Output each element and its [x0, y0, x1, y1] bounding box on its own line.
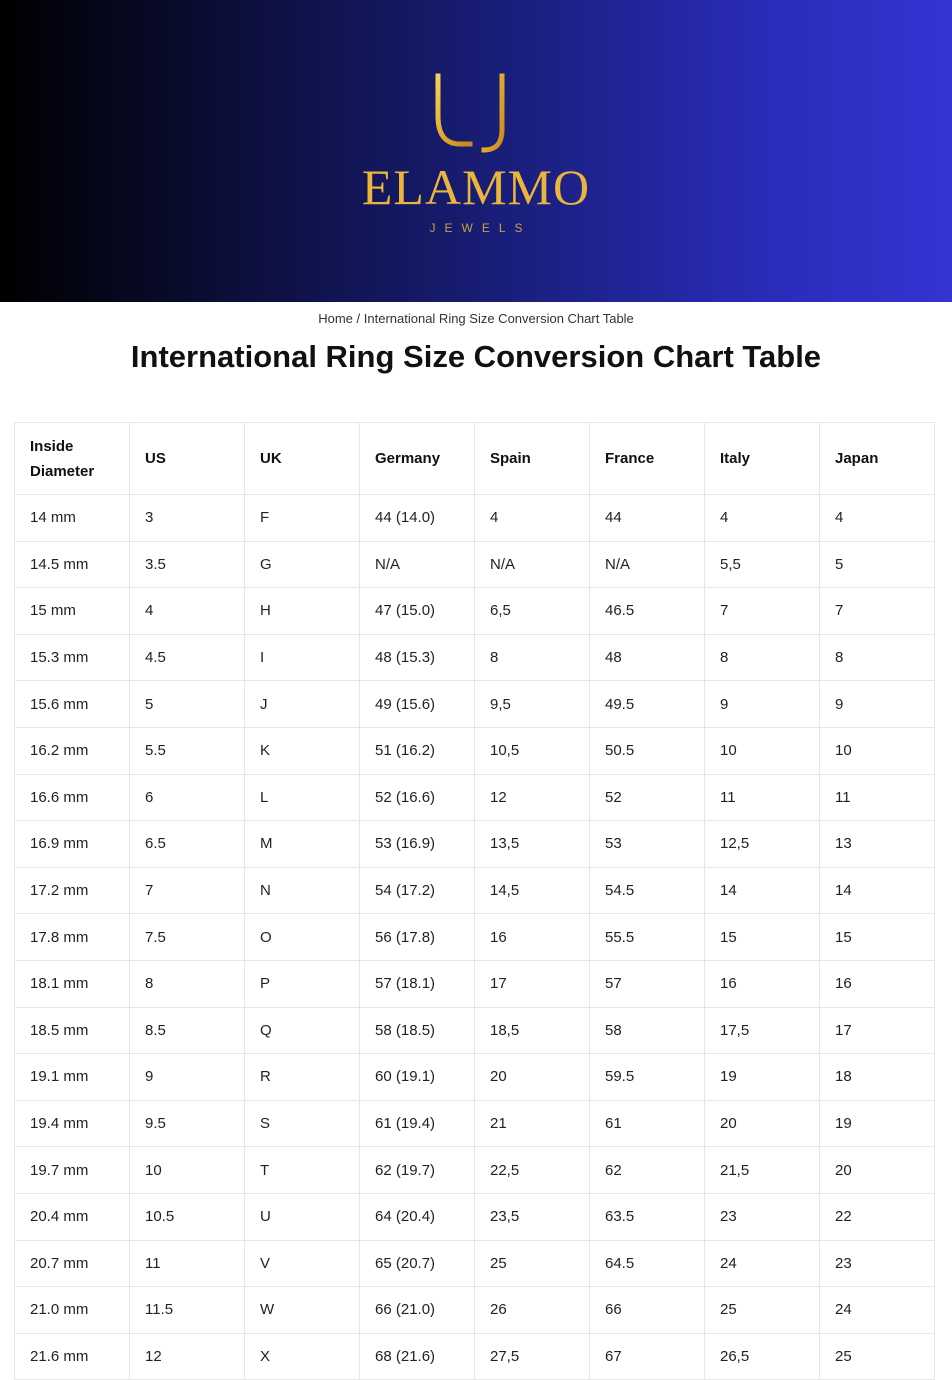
column-header: Germany — [360, 423, 475, 495]
table-cell: 20.4 mm — [15, 1193, 130, 1240]
table-cell: 16 — [475, 914, 590, 961]
table-cell: 9,5 — [475, 681, 590, 728]
table-cell: 19 — [705, 1054, 820, 1101]
table-cell: 8 — [130, 960, 245, 1007]
table-cell: 3.5 — [130, 541, 245, 588]
table-cell: I — [245, 634, 360, 681]
table-cell: V — [245, 1240, 360, 1287]
table-header-row — [15, 423, 935, 495]
table-cell: 47 (15.0) — [360, 588, 475, 635]
table-cell: H — [245, 588, 360, 635]
table-cell: N — [245, 867, 360, 914]
table-cell: 12 — [130, 1333, 245, 1380]
table-cell: 17,5 — [705, 1007, 820, 1054]
table-cell: 13,5 — [475, 821, 590, 868]
table-cell: 58 — [590, 1007, 705, 1054]
table-cell: 57 (18.1) — [360, 960, 475, 1007]
column-header: UK — [245, 423, 360, 495]
table-cell: 14,5 — [475, 867, 590, 914]
table-cell: 51 (16.2) — [360, 727, 475, 774]
table-cell: S — [245, 1100, 360, 1147]
table-cell: Q — [245, 1007, 360, 1054]
column-header: France — [590, 423, 705, 495]
table-cell: 8.5 — [130, 1007, 245, 1054]
table-cell: 5,5 — [705, 541, 820, 588]
table-cell: 53 (16.9) — [360, 821, 475, 868]
table-cell: 22,5 — [475, 1147, 590, 1194]
table-cell: 16.9 mm — [15, 821, 130, 868]
ring-size-table-container — [14, 422, 934, 1380]
table-cell: 15 — [705, 914, 820, 961]
table-cell: 66 — [590, 1287, 705, 1334]
table-cell: 10.5 — [130, 1193, 245, 1240]
table-row — [15, 495, 935, 542]
table-row — [15, 1287, 935, 1334]
table-row — [15, 727, 935, 774]
table-cell: 21,5 — [705, 1147, 820, 1194]
table-cell: 11 — [705, 774, 820, 821]
table-cell: 26,5 — [705, 1333, 820, 1380]
table-cell: 53 — [590, 821, 705, 868]
table-cell: 9.5 — [130, 1100, 245, 1147]
breadcrumb — [0, 310, 952, 328]
table-cell: 23,5 — [475, 1193, 590, 1240]
table-cell: 11 — [820, 774, 935, 821]
table-cell: 21.0 mm — [15, 1287, 130, 1334]
table-cell: 4 — [130, 588, 245, 635]
table-cell: 61 — [590, 1100, 705, 1147]
table-cell: 25 — [705, 1287, 820, 1334]
table-cell: 6,5 — [475, 588, 590, 635]
table-cell: P — [245, 960, 360, 1007]
page-title: International Ring Size Conversion Chart Table — [130, 339, 822, 374]
table-cell: 15.6 mm — [15, 681, 130, 728]
table-cell: 14.5 mm — [15, 541, 130, 588]
table-cell: 14 mm — [15, 495, 130, 542]
table-cell: 16.2 mm — [15, 727, 130, 774]
table-cell: 10 — [820, 727, 935, 774]
table-cell: N/A — [590, 541, 705, 588]
table-cell: 19.4 mm — [15, 1100, 130, 1147]
elammo-monogram-icon — [430, 72, 522, 154]
table-cell: 65 (20.7) — [360, 1240, 475, 1287]
table-row — [15, 1007, 935, 1054]
table-cell: G — [245, 541, 360, 588]
table-cell: 17 — [475, 960, 590, 1007]
table-cell: 27,5 — [475, 1333, 590, 1380]
table-cell: 8 — [475, 634, 590, 681]
brand-tagline: JEWELS — [429, 221, 532, 235]
table-cell: 52 — [590, 774, 705, 821]
table-cell: 46.5 — [590, 588, 705, 635]
table-cell: 20.7 mm — [15, 1240, 130, 1287]
table-cell: 16.6 mm — [15, 774, 130, 821]
table-cell: 18 — [820, 1054, 935, 1101]
table-cell: W — [245, 1287, 360, 1334]
table-cell: 15 mm — [15, 588, 130, 635]
table-cell: T — [245, 1147, 360, 1194]
table-cell: 8 — [820, 634, 935, 681]
table-cell: 10 — [130, 1147, 245, 1194]
table-cell: X — [245, 1333, 360, 1380]
table-cell: 6 — [130, 774, 245, 821]
column-header: Italy — [705, 423, 820, 495]
table-cell: M — [245, 821, 360, 868]
table-cell: 9 — [820, 681, 935, 728]
table-row — [15, 541, 935, 588]
table-cell: 48 — [590, 634, 705, 681]
table-cell: R — [245, 1054, 360, 1101]
table-cell: 19.1 mm — [15, 1054, 130, 1101]
table-cell: 7.5 — [130, 914, 245, 961]
table-cell: 5.5 — [130, 727, 245, 774]
table-cell: 9 — [130, 1054, 245, 1101]
table-cell: 7 — [705, 588, 820, 635]
table-body — [15, 495, 935, 1380]
table-cell: 16 — [705, 960, 820, 1007]
table-cell: 62 (19.7) — [360, 1147, 475, 1194]
table-cell: 54.5 — [590, 867, 705, 914]
ring-size-conversion-table — [14, 422, 935, 1380]
table-row — [15, 821, 935, 868]
table-cell: 21.6 mm — [15, 1333, 130, 1380]
table-row — [15, 774, 935, 821]
table-cell: 24 — [705, 1240, 820, 1287]
table-cell: 4 — [820, 495, 935, 542]
table-cell: 25 — [475, 1240, 590, 1287]
table-row — [15, 1240, 935, 1287]
table-cell: 68 (21.6) — [360, 1333, 475, 1380]
table-cell: 62 — [590, 1147, 705, 1194]
table-cell: 44 — [590, 495, 705, 542]
table-cell: 4 — [705, 495, 820, 542]
table-cell: 59.5 — [590, 1054, 705, 1101]
table-cell: 19 — [820, 1100, 935, 1147]
table-cell: 50.5 — [590, 727, 705, 774]
table-cell: 63.5 — [590, 1193, 705, 1240]
table-cell: 16 — [820, 960, 935, 1007]
table-cell: 11.5 — [130, 1287, 245, 1334]
table-row — [15, 960, 935, 1007]
table-cell: 18,5 — [475, 1007, 590, 1054]
table-cell: 7 — [130, 867, 245, 914]
table-cell: N/A — [475, 541, 590, 588]
table-cell: F — [245, 495, 360, 542]
table-cell: 15.3 mm — [15, 634, 130, 681]
table-cell: 60 (19.1) — [360, 1054, 475, 1101]
table-cell: 57 — [590, 960, 705, 1007]
table-row — [15, 1193, 935, 1240]
table-cell: 17.2 mm — [15, 867, 130, 914]
table-cell: 6.5 — [130, 821, 245, 868]
table-cell: 49 (15.6) — [360, 681, 475, 728]
table-cell: 21 — [475, 1100, 590, 1147]
table-cell: 64 (20.4) — [360, 1193, 475, 1240]
table-cell: 11 — [130, 1240, 245, 1287]
table-cell: 19.7 mm — [15, 1147, 130, 1194]
table-cell: 55.5 — [590, 914, 705, 961]
table-cell: 8 — [705, 634, 820, 681]
column-header: Inside Diameter — [15, 423, 130, 495]
table-cell: 66 (21.0) — [360, 1287, 475, 1334]
table-cell: 7 — [820, 588, 935, 635]
table-row — [15, 1333, 935, 1380]
table-cell: 20 — [705, 1100, 820, 1147]
table-cell: 3 — [130, 495, 245, 542]
table-cell: 52 (16.6) — [360, 774, 475, 821]
table-cell: 12 — [475, 774, 590, 821]
table-cell: U — [245, 1193, 360, 1240]
table-cell: 5 — [130, 681, 245, 728]
table-cell: 4.5 — [130, 634, 245, 681]
table-cell: 9 — [705, 681, 820, 728]
table-cell: 49.5 — [590, 681, 705, 728]
table-cell: L — [245, 774, 360, 821]
table-cell: N/A — [360, 541, 475, 588]
table-cell: 25 — [820, 1333, 935, 1380]
table-cell: 23 — [820, 1240, 935, 1287]
table-cell: 5 — [820, 541, 935, 588]
table-cell: K — [245, 727, 360, 774]
breadcrumb-current: International Ring Size Conversion Chart Table — [363, 311, 634, 326]
column-header: Japan — [820, 423, 935, 495]
table-row — [15, 634, 935, 681]
table-cell: 56 (17.8) — [360, 914, 475, 961]
table-cell: 64.5 — [590, 1240, 705, 1287]
table-cell: 18.5 mm — [15, 1007, 130, 1054]
table-row — [15, 867, 935, 914]
table-cell: 13 — [820, 821, 935, 868]
table-cell: 10 — [705, 727, 820, 774]
breadcrumb-separator: / — [356, 311, 361, 326]
table-cell: J — [245, 681, 360, 728]
table-cell: 14 — [705, 867, 820, 914]
table-cell: 67 — [590, 1333, 705, 1380]
table-cell: 12,5 — [705, 821, 820, 868]
table-cell: 20 — [475, 1054, 590, 1101]
table-cell: 61 (19.4) — [360, 1100, 475, 1147]
column-header: US — [130, 423, 245, 495]
table-cell: 4 — [475, 495, 590, 542]
table-cell: 18.1 mm — [15, 960, 130, 1007]
breadcrumb-home-link[interactable]: Home — [318, 311, 353, 326]
table-cell: O — [245, 914, 360, 961]
table-row — [15, 1054, 935, 1101]
table-cell: 22 — [820, 1193, 935, 1240]
table-row — [15, 914, 935, 961]
table-cell: 17 — [820, 1007, 935, 1054]
table-row — [15, 1147, 935, 1194]
table-cell: 10,5 — [475, 727, 590, 774]
column-header: Spain — [475, 423, 590, 495]
table-cell: 23 — [705, 1193, 820, 1240]
table-cell: 58 (18.5) — [360, 1007, 475, 1054]
table-cell: 54 (17.2) — [360, 867, 475, 914]
hero-banner — [0, 0, 952, 302]
table-cell: 26 — [475, 1287, 590, 1334]
table-row — [15, 681, 935, 728]
brand-wordmark: ELAMMO — [361, 159, 591, 215]
table-cell: 44 (14.0) — [360, 495, 475, 542]
table-cell: 48 (15.3) — [360, 634, 475, 681]
table-cell: 15 — [820, 914, 935, 961]
table-row — [15, 1100, 935, 1147]
table-cell: 24 — [820, 1287, 935, 1334]
table-cell: 14 — [820, 867, 935, 914]
table-cell: 17.8 mm — [15, 914, 130, 961]
table-cell: 20 — [820, 1147, 935, 1194]
table-row — [15, 588, 935, 635]
